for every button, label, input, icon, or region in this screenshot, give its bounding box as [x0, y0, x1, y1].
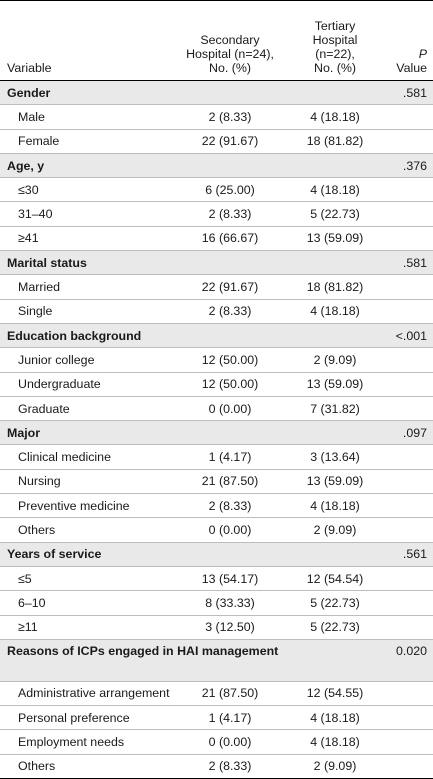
- p-value-cell: [385, 615, 433, 639]
- table-row: [0, 615, 433, 639]
- secondary-hospital-cell: 21 (87.50): [175, 469, 285, 493]
- tertiary-hospital-cell: 2 (9.09): [285, 348, 385, 372]
- secondary-hospital-cell: 1 (4.17): [175, 445, 285, 469]
- table-row: [0, 299, 433, 323]
- table-row: [0, 566, 433, 590]
- secondary-header-line: Secondary: [200, 33, 260, 47]
- secondary-hospital-cell: 22 (91.67): [175, 275, 285, 299]
- table-row: [0, 372, 433, 396]
- p-value-cell: [385, 706, 433, 730]
- row-label: 31–40: [0, 202, 175, 226]
- tertiary-hospital-cell: 7 (31.82): [285, 396, 385, 420]
- table-row: [0, 348, 433, 372]
- table-row: [0, 518, 433, 542]
- category-label: Years of service: [0, 542, 385, 566]
- row-label: Graduate: [0, 396, 175, 420]
- p-value-cell: [385, 754, 433, 778]
- table-row: [0, 178, 433, 202]
- category-label: Major: [0, 421, 385, 445]
- row-label: Male: [0, 105, 175, 129]
- table-row: [0, 591, 433, 615]
- tertiary-hospital-cell: 2 (9.09): [285, 754, 385, 778]
- tertiary-header-line: No. (%): [314, 61, 356, 75]
- tertiary-hospital-cell: 4 (18.18): [285, 730, 385, 754]
- tertiary-hospital-header: [285, 1, 385, 81]
- p-value-cell: .097: [385, 421, 433, 445]
- p-value-cell: [385, 518, 433, 542]
- row-label: Undergraduate: [0, 372, 175, 396]
- p-value-cell: [385, 348, 433, 372]
- p-value-cell: .376: [385, 153, 433, 177]
- p-header-label: Value: [396, 61, 427, 75]
- table-row: [0, 494, 433, 518]
- p-value-cell: [385, 202, 433, 226]
- p-value-cell: [385, 591, 433, 615]
- p-value-cell: [385, 129, 433, 153]
- secondary-hospital-cell: 21 (87.50): [175, 681, 285, 705]
- table-row: [0, 706, 433, 730]
- variable-header: [0, 1, 175, 81]
- secondary-hospital-cell: 8 (33.33): [175, 591, 285, 615]
- tertiary-header-line: Hospital: [312, 33, 358, 47]
- p-value-cell: [385, 681, 433, 705]
- secondary-hospital-cell: 2 (8.33): [175, 754, 285, 778]
- row-label: Junior college: [0, 348, 175, 372]
- p-value-cell: .561: [385, 542, 433, 566]
- secondary-hospital-cell: 1 (4.17): [175, 706, 285, 730]
- p-value-cell: [385, 275, 433, 299]
- table-row: [0, 129, 433, 153]
- p-value-header: [385, 1, 433, 81]
- category-row: [0, 542, 433, 566]
- tertiary-hospital-cell: 13 (59.09): [285, 372, 385, 396]
- category-label: Reasons of ICPs engaged in HAI management: [0, 639, 385, 681]
- secondary-hospital-cell: 0 (0.00): [175, 396, 285, 420]
- p-value-cell: [385, 730, 433, 754]
- table-row: [0, 275, 433, 299]
- table-row: [0, 105, 433, 129]
- p-value-cell: [385, 178, 433, 202]
- tertiary-hospital-cell: 5 (22.73): [285, 591, 385, 615]
- category-row: [0, 81, 433, 105]
- tertiary-hospital-cell: 5 (22.73): [285, 615, 385, 639]
- category-label: Gender: [0, 81, 385, 105]
- secondary-hospital-cell: 2 (8.33): [175, 105, 285, 129]
- table-row: [0, 681, 433, 705]
- category-label: Age, y: [0, 153, 385, 177]
- p-value-cell: [385, 396, 433, 420]
- secondary-hospital-cell: 2 (8.33): [175, 494, 285, 518]
- tertiary-hospital-cell: 4 (18.18): [285, 105, 385, 129]
- secondary-hospital-cell: 13 (54.17): [175, 566, 285, 590]
- p-value-cell: <.001: [385, 323, 433, 347]
- category-row: [0, 323, 433, 347]
- p-value-cell: 0.020: [385, 639, 433, 681]
- row-label: Administrative arrangement: [0, 681, 175, 705]
- tertiary-hospital-cell: 4 (18.18): [285, 494, 385, 518]
- tertiary-hospital-cell: 4 (18.18): [285, 178, 385, 202]
- table-row: [0, 202, 433, 226]
- secondary-hospital-cell: 12 (50.00): [175, 372, 285, 396]
- tertiary-hospital-cell: 13 (59.09): [285, 226, 385, 250]
- row-label: Married: [0, 275, 175, 299]
- tertiary-hospital-cell: 18 (81.82): [285, 275, 385, 299]
- p-value-cell: [385, 566, 433, 590]
- tertiary-hospital-cell: 13 (59.09): [285, 469, 385, 493]
- row-label: Employment needs: [0, 730, 175, 754]
- p-header-symbol: P: [418, 47, 427, 61]
- row-label: 6–10: [0, 591, 175, 615]
- row-label: Clinical medicine: [0, 445, 175, 469]
- table-header: [0, 1, 433, 81]
- p-value-cell: [385, 469, 433, 493]
- row-label: Nursing: [0, 469, 175, 493]
- category-row: [0, 421, 433, 445]
- category-row: [0, 639, 433, 681]
- tertiary-hospital-cell: 3 (13.64): [285, 445, 385, 469]
- p-value-cell: [385, 372, 433, 396]
- tertiary-hospital-cell: 4 (18.18): [285, 706, 385, 730]
- secondary-hospital-cell: 0 (0.00): [175, 518, 285, 542]
- p-value-cell: .581: [385, 251, 433, 275]
- p-value-cell: [385, 226, 433, 250]
- category-label: Marital status: [0, 251, 385, 275]
- secondary-hospital-cell: 16 (66.67): [175, 226, 285, 250]
- row-label: ≥41: [0, 226, 175, 250]
- table-row: [0, 754, 433, 778]
- tertiary-header-line: (n=22),: [315, 47, 355, 61]
- table-body: [0, 81, 433, 779]
- tertiary-hospital-cell: 2 (9.09): [285, 518, 385, 542]
- tertiary-hospital-cell: 12 (54.55): [285, 681, 385, 705]
- row-label: Female: [0, 129, 175, 153]
- row-label: ≤30: [0, 178, 175, 202]
- p-value-cell: .581: [385, 81, 433, 105]
- table-row: [0, 730, 433, 754]
- category-row: [0, 251, 433, 275]
- row-label: Single: [0, 299, 175, 323]
- row-label: Others: [0, 754, 175, 778]
- secondary-hospital-header: [175, 1, 285, 81]
- row-label: ≥11: [0, 615, 175, 639]
- secondary-hospital-cell: 2 (8.33): [175, 299, 285, 323]
- table-row: [0, 226, 433, 250]
- p-value-cell: [385, 445, 433, 469]
- row-label: Others: [0, 518, 175, 542]
- secondary-header-line: Hospital (n=24),: [186, 47, 274, 61]
- row-label: ≤5: [0, 566, 175, 590]
- tertiary-hospital-cell: 5 (22.73): [285, 202, 385, 226]
- tertiary-hospital-cell: 4 (18.18): [285, 299, 385, 323]
- secondary-header-line: No. (%): [209, 61, 251, 75]
- tertiary-hospital-cell: 12 (54.54): [285, 566, 385, 590]
- category-label: Education background: [0, 323, 385, 347]
- p-value-cell: [385, 299, 433, 323]
- row-label: Personal preference: [0, 706, 175, 730]
- secondary-hospital-cell: 2 (8.33): [175, 202, 285, 226]
- secondary-hospital-cell: 0 (0.00): [175, 730, 285, 754]
- secondary-hospital-cell: 12 (50.00): [175, 348, 285, 372]
- row-label: Preventive medicine: [0, 494, 175, 518]
- secondary-hospital-cell: 6 (25.00): [175, 178, 285, 202]
- header-row: [0, 1, 433, 81]
- table-row: [0, 469, 433, 493]
- secondary-hospital-cell: 3 (12.50): [175, 615, 285, 639]
- p-value-cell: [385, 494, 433, 518]
- secondary-hospital-cell: 22 (91.67): [175, 129, 285, 153]
- tertiary-header-line: Tertiary: [314, 19, 356, 33]
- p-value-cell: [385, 105, 433, 129]
- category-row: [0, 153, 433, 177]
- table-row: [0, 396, 433, 420]
- variable-header-label: Variable: [7, 61, 52, 75]
- table-row: [0, 445, 433, 469]
- tertiary-hospital-cell: 18 (81.82): [285, 129, 385, 153]
